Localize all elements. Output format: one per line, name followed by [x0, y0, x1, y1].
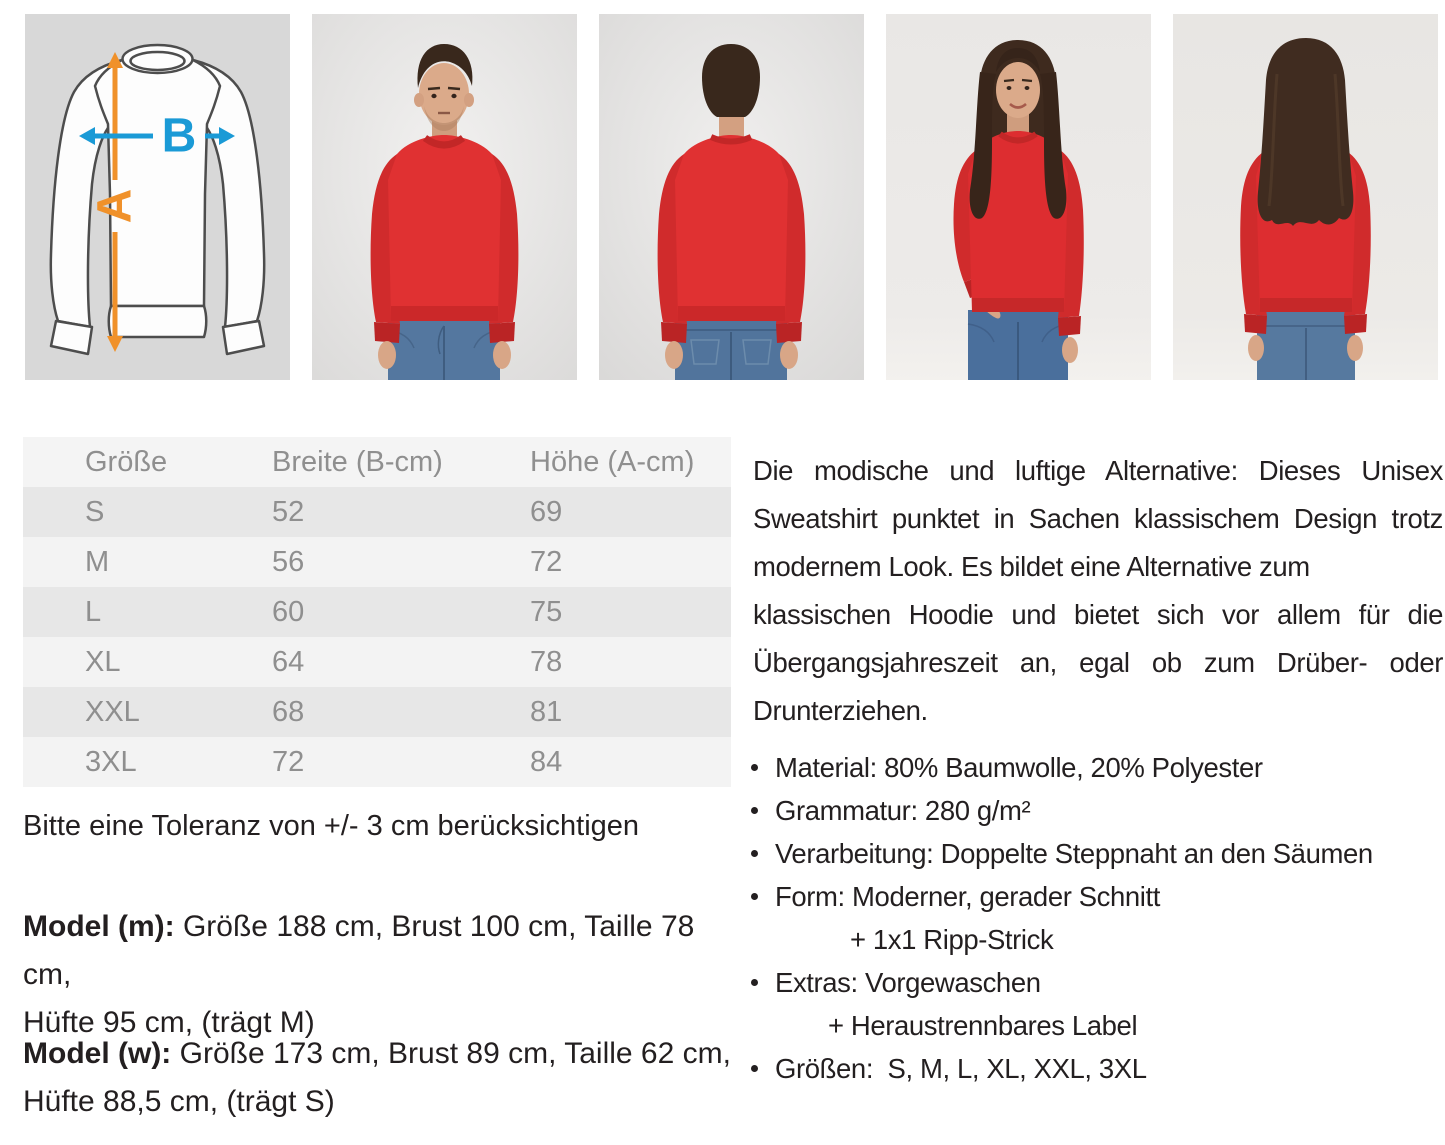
- feature-list: [748, 746, 1443, 1090]
- feature-text: Verarbeitung: Doppelte Steppnaht an den Säumen: [775, 838, 1373, 869]
- cell-size: S: [85, 496, 105, 528]
- feature-item: [748, 1047, 1443, 1090]
- feature-subline: + Heraustrennbares Label: [828, 1010, 1138, 1041]
- feature-item: [748, 789, 1443, 832]
- model-male-info: [23, 903, 733, 1047]
- photo-woman-back: [1173, 14, 1438, 380]
- cell-breite: 60: [272, 596, 305, 628]
- description-line: klassischen Hoodie und bietet sich vor allem für die: [753, 599, 1443, 630]
- col-header-breite: Breite (B-cm): [272, 446, 443, 478]
- feature-subline: + 1x1 Ripp-Strick: [850, 924, 1054, 955]
- cell-size: XXL: [85, 696, 140, 728]
- model-female-measurements: Größe 173 cm, Brust 89 cm, Taille 62 cm,: [171, 1037, 731, 1070]
- man-front-photo: [312, 14, 577, 380]
- table-row: [23, 487, 731, 537]
- feature-text: Extras: Vorgewaschen: [775, 967, 1041, 998]
- feature-item: [748, 875, 1443, 918]
- model-female-measurements-2: Hüfte 88,5 cm, (trägt S): [23, 1085, 335, 1118]
- size-diagram-panel: [25, 14, 290, 380]
- cell-breite: 72: [272, 746, 305, 778]
- cell-hoehe: 75: [530, 596, 563, 628]
- model-female-info: [23, 1030, 733, 1126]
- feature-text: Material: 80% Baumwolle, 20% Polyester: [775, 752, 1263, 783]
- woman-front-photo: [886, 14, 1151, 380]
- cell-hoehe: 84: [530, 746, 563, 778]
- bullet-icon: [751, 1065, 758, 1072]
- description-line: Die modische und luftige Alternative: Dieses Unisex: [753, 455, 1443, 486]
- model-male-measurements-2: Hüfte 95 cm, (trägt M): [23, 1006, 315, 1039]
- cell-size: XL: [85, 646, 121, 678]
- description-line: Übergangsjahreszeit an, egal ob zum Drüber- oder: [753, 647, 1443, 678]
- bullet-icon: [751, 807, 758, 814]
- description-line: Sweatshirt punktet in Sachen klassischem Design trotz: [753, 503, 1443, 534]
- cell-hoehe: 72: [530, 546, 563, 578]
- tolerance-note: Bitte eine Toleranz von +/- 3 cm berücksichtigen: [23, 810, 640, 842]
- cell-breite: 68: [272, 696, 305, 728]
- bullet-icon: [751, 893, 758, 900]
- width-label-b: B: [161, 109, 197, 163]
- product-description: [753, 447, 1443, 735]
- cell-size: 3XL: [85, 746, 137, 778]
- size-table: [23, 437, 731, 787]
- table-row: [23, 537, 731, 587]
- photo-woman-front: [886, 14, 1151, 380]
- size-table-header-row: [23, 437, 731, 487]
- height-label-a: A: [88, 188, 142, 224]
- model-male-label: Model (m):: [23, 910, 175, 943]
- photo-man-back: [599, 14, 864, 380]
- table-row: [23, 687, 731, 737]
- woman-back-photo: [1173, 14, 1438, 380]
- cell-breite: 52: [272, 496, 305, 528]
- feature-item: [748, 746, 1443, 789]
- cell-breite: 64: [272, 646, 305, 678]
- cell-hoehe: 78: [530, 646, 563, 678]
- cell-hoehe: 69: [530, 496, 563, 528]
- cell-hoehe: 81: [530, 696, 563, 728]
- table-row: [23, 587, 731, 637]
- bullet-icon: [751, 764, 758, 771]
- feature-item: [748, 961, 1443, 1004]
- feature-text: Grammatur: 280 g/m²: [775, 795, 1031, 826]
- model-male-measurements: Größe 188 cm, Brust 100 cm, Taille 78 cm,: [23, 910, 695, 991]
- col-header-groesse: Größe: [85, 446, 168, 478]
- sweatshirt-measurement-diagram: [25, 14, 290, 380]
- feature-text: Form: Moderner, gerader Schnitt: [775, 881, 1160, 912]
- cell-size: M: [85, 546, 110, 578]
- cell-size: L: [85, 596, 102, 628]
- model-female-label: Model (w):: [23, 1037, 172, 1070]
- photo-man-front: [312, 14, 577, 380]
- description-line: Drunterziehen.: [753, 695, 928, 726]
- feature-item: [748, 832, 1443, 875]
- col-header-hoehe: Höhe (A-cm): [530, 446, 695, 478]
- description-line: modernem Look. Es bildet eine Alternative zum: [753, 551, 1310, 582]
- table-row: [23, 637, 731, 687]
- bullet-icon: [751, 979, 758, 986]
- feature-text: Größen: S, M, L, XL, XXL, 3XL: [775, 1053, 1147, 1084]
- cell-breite: 56: [272, 546, 305, 578]
- table-row: [23, 737, 731, 787]
- man-back-photo: [599, 14, 864, 380]
- bullet-icon: [751, 850, 758, 857]
- product-image-gallery: [25, 14, 1438, 380]
